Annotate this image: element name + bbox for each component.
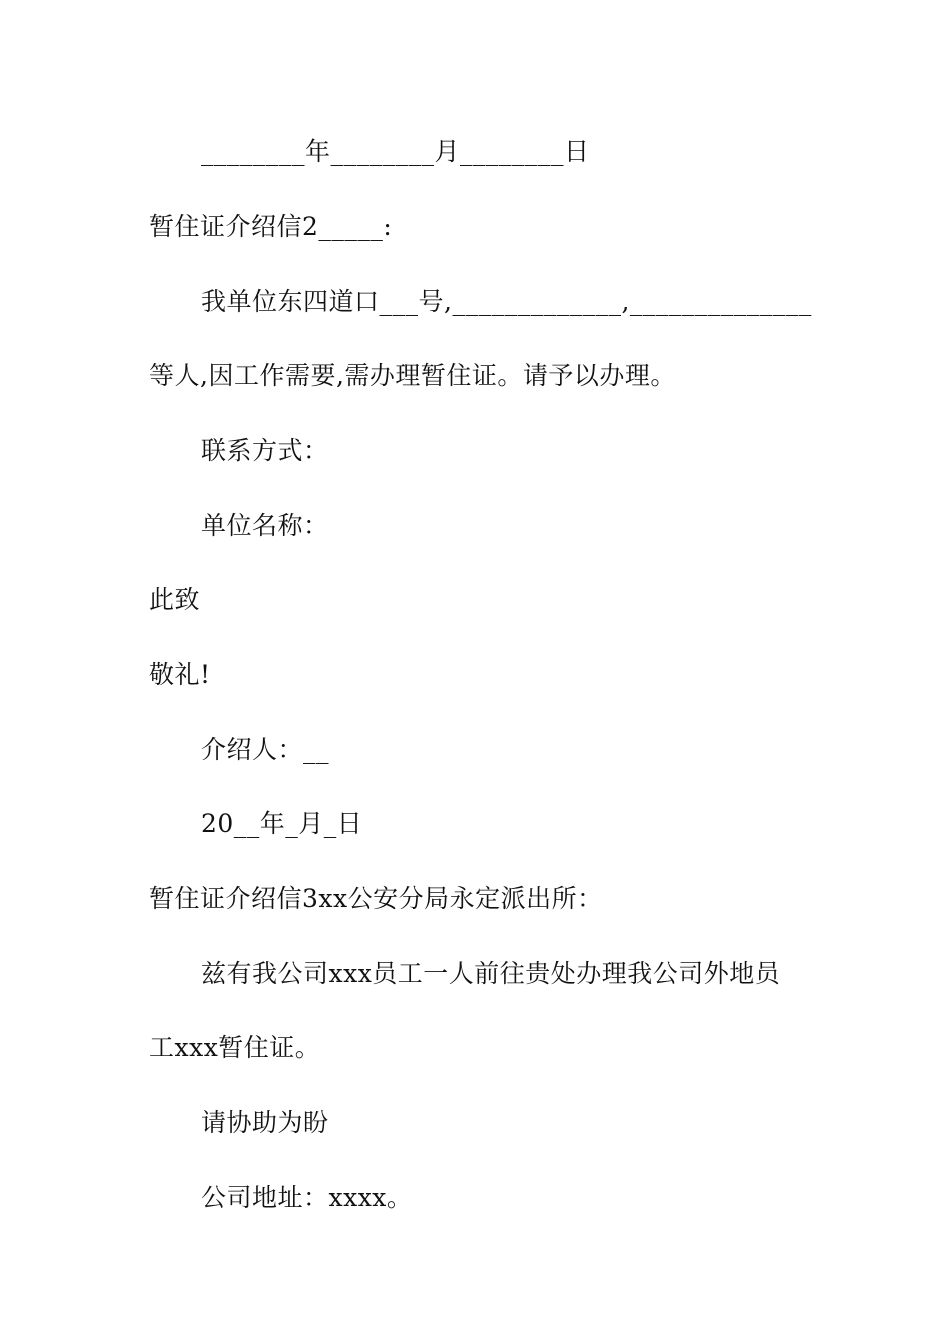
closing-line-2: 敬礼! [149, 660, 211, 689]
date-blank-line: ________年________月________日 [201, 137, 590, 166]
letter-2-body-line-2: 等人,因工作需要,需办理暂住证。请予以办理。 [149, 361, 676, 390]
contact-label: 联系方式： [201, 436, 329, 465]
introducer-label: 介绍人：__ [201, 735, 330, 764]
company-address: 公司地址：xxxx。 [201, 1183, 413, 1212]
unit-name-label: 单位名称： [201, 511, 329, 540]
signature-date: 20__年_月_日 [201, 809, 363, 838]
letter-3-body-line-2: 工xxx暂住证。 [149, 1033, 321, 1062]
closing-line-1: 此致 [149, 585, 201, 614]
letter-2-heading: 暂住证介绍信2_____: [149, 212, 393, 241]
letter-3-body-line-1: 兹有我公司xxx员工一人前往贵处办理我公司外地员 [201, 959, 781, 988]
letter-3-request: 请协助为盼 [201, 1108, 329, 1137]
letter-2-body-line-1: 我单位东四道口___号,_____________,______________ [201, 287, 812, 316]
letter-3-heading: 暂住证介绍信3xx公安分局永定派出所： [149, 884, 603, 913]
